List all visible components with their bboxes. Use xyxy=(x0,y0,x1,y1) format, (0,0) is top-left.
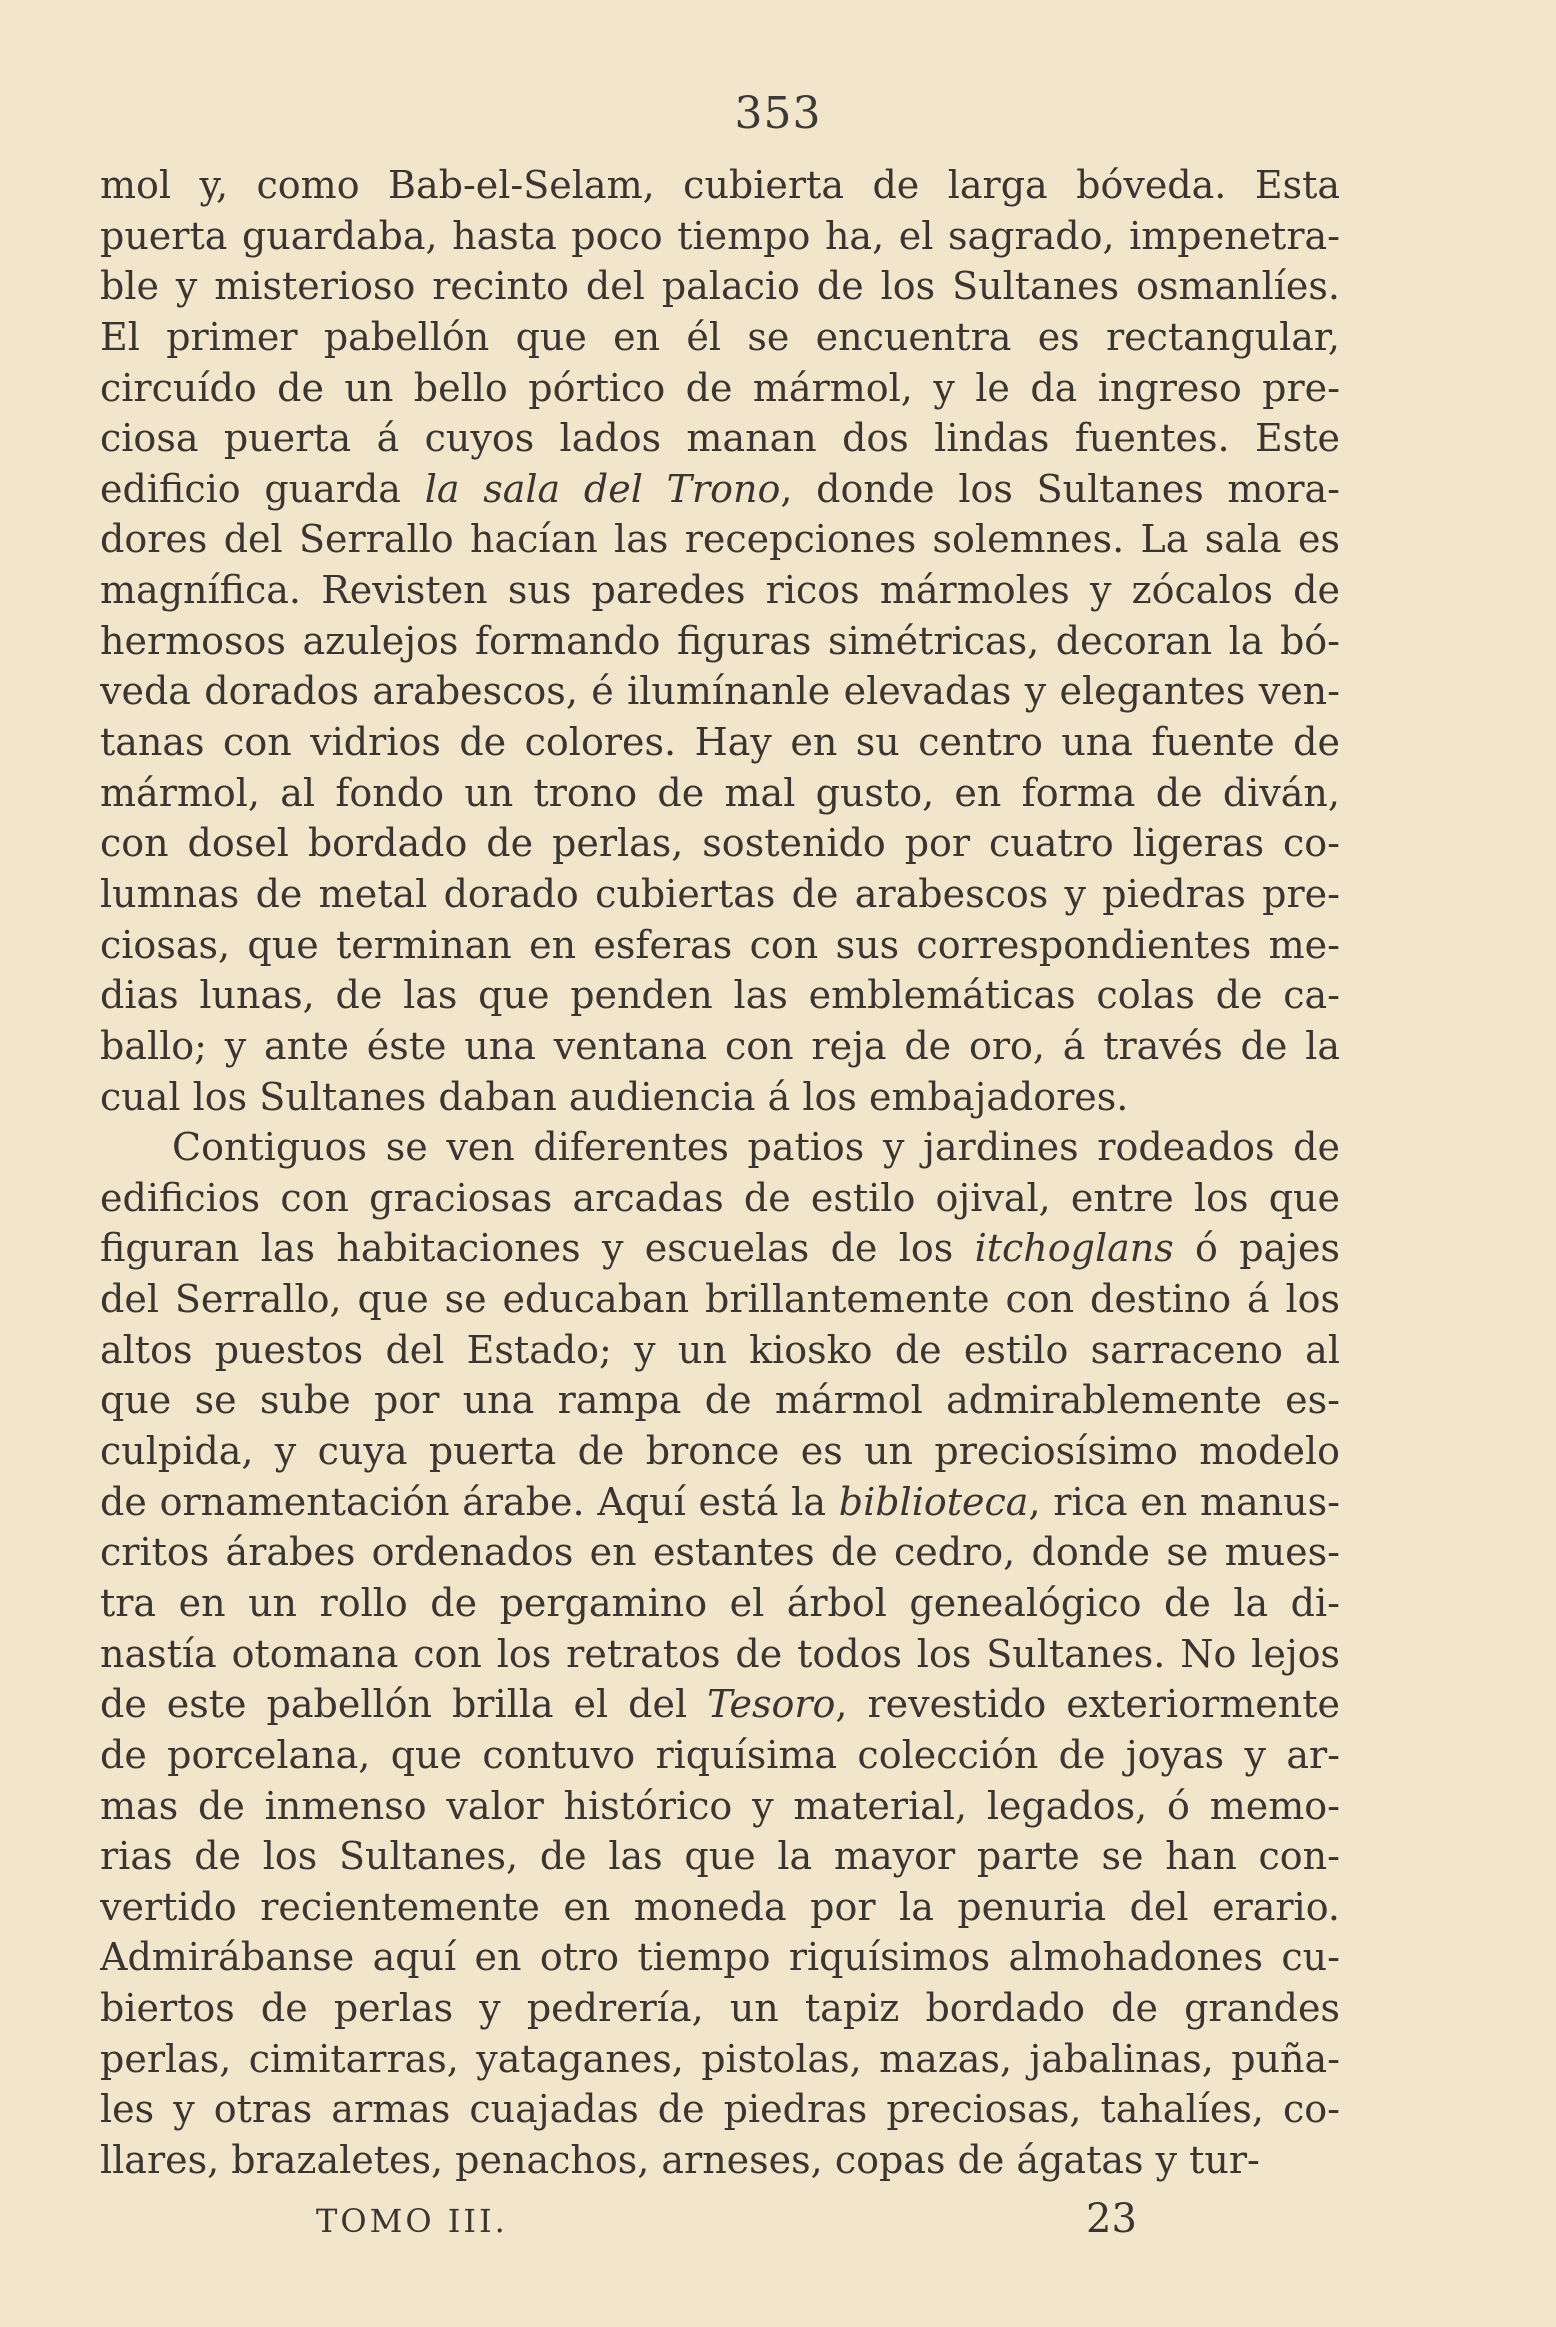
text-line xyxy=(100,768,1340,819)
text-line xyxy=(100,2135,1340,2186)
body-text xyxy=(100,160,1340,2186)
page-number: 353 xyxy=(734,88,822,139)
text-segment: veda dorados arabescos, é ilumínanle elevadas y elegantes ven- xyxy=(100,669,1340,714)
text-segment: , rica en manus- xyxy=(1028,1479,1340,1524)
text-segment: que se sube por una rampa de mármol admirablemente es- xyxy=(100,1378,1340,1423)
text-line xyxy=(100,717,1340,768)
text-segment: perlas, cimitarras, yataganes, pistolas, mazas, jabalinas, puña- xyxy=(100,2036,1340,2081)
text-segment: de este pabellón brilla el del xyxy=(100,1682,708,1727)
text-line xyxy=(100,1781,1340,1832)
text-line xyxy=(100,1831,1340,1882)
text-segment: ballo; y ante éste una ventana con reja de oro, á través de la xyxy=(100,1023,1340,1068)
text-line xyxy=(100,464,1340,515)
text-segment: , revestido exteriormente xyxy=(835,1682,1340,1727)
text-segment: , donde los Sultanes mora- xyxy=(780,466,1340,511)
text-line xyxy=(100,160,1340,211)
text-line xyxy=(100,565,1340,616)
text-line xyxy=(100,1527,1340,1578)
text-segment: de porcelana, que contuvo riquísima colección de joyas y ar- xyxy=(100,1732,1340,1777)
text-segment: cual los Sultanes daban audiencia á los embajadores. xyxy=(100,1074,1129,1119)
text-segment: del Serrallo, que se educaban brillantemente con destino á los xyxy=(100,1277,1340,1322)
text-segment: altos puestos del Estado; y un kiosko de estilo sarraceno al xyxy=(100,1327,1340,1372)
text-line xyxy=(100,2034,1340,2085)
text-segment: les y otras armas cuajadas de piedras preciosas, tahalíes, co- xyxy=(100,2087,1340,2132)
text-segment: mármol, al fondo un trono de mal gusto, en forma de diván, xyxy=(100,770,1340,815)
text-line xyxy=(100,1882,1340,1933)
text-line xyxy=(100,1072,1340,1123)
text-segment: lumnas de metal dorado cubiertas de arabescos y piedras pre- xyxy=(100,871,1340,916)
text-segment: critos árabes ordenados en estantes de cedro, donde se mues- xyxy=(100,1530,1340,1575)
italic-title: la sala del Trono xyxy=(424,466,781,511)
text-line xyxy=(100,1629,1340,1680)
text-segment: magnífica. Revisten sus paredes ricos mármoles y zócalos de xyxy=(100,568,1340,613)
text-line xyxy=(100,211,1340,262)
text-line xyxy=(100,920,1340,971)
text-line xyxy=(100,2084,1340,2135)
text-line xyxy=(100,1679,1340,1730)
text-segment: llares, brazaletes, penachos, arneses, copas de ágatas y tur- xyxy=(100,2137,1260,2182)
text-segment: circuído de un bello pórtico de mármol, y le da ingreso pre- xyxy=(100,365,1340,410)
text-segment: vertido recientemente en moneda por la penuria del erario. xyxy=(100,1884,1340,1929)
text-line xyxy=(100,1375,1340,1426)
text-line xyxy=(100,413,1340,464)
text-line xyxy=(100,666,1340,717)
text-line xyxy=(100,970,1340,1021)
text-line xyxy=(100,1983,1340,2034)
text-segment: tanas con vidrios de colores. Hay en su centro una fuente de xyxy=(100,720,1340,765)
text-segment: ciosas, que terminan en esferas con sus correspondientes me- xyxy=(100,922,1340,967)
text-line xyxy=(100,312,1340,363)
italic-title: biblioteca xyxy=(838,1479,1029,1524)
text-segment: dias lunas, de las que penden las emblemáticas colas de ca- xyxy=(100,973,1340,1018)
text-line xyxy=(100,514,1340,565)
text-segment: tra en un rollo de pergamino el árbol genealógico de la di- xyxy=(100,1580,1340,1625)
text-segment: El primer pabellón que en él se encuentra es rectangular, xyxy=(100,314,1340,359)
text-line xyxy=(100,1932,1340,1983)
text-segment: rias de los Sultanes, de las que la mayor parte se han con- xyxy=(100,1834,1340,1879)
text-line xyxy=(100,1173,1340,1224)
text-segment: culpida, y cuya puerta de bronce es un preciosísimo modelo xyxy=(100,1429,1340,1474)
text-line xyxy=(100,869,1340,920)
text-segment: puerta guardaba, hasta poco tiempo ha, el sagrado, impenetra- xyxy=(100,213,1340,258)
text-segment: de ornamentación árabe. Aquí está la xyxy=(100,1479,839,1524)
text-segment: mol y, como Bab-el-Selam, cubierta de larga bóveda. Esta xyxy=(100,163,1340,207)
text-segment: hermosos azulejos formando figuras simétricas, decoran la bó- xyxy=(100,618,1340,663)
text-segment: ble y misterioso recinto del palacio de los Sultanes osmanlíes. xyxy=(100,264,1340,309)
text-line xyxy=(100,1223,1340,1274)
text-segment: figuran las habitaciones y escuelas de los xyxy=(100,1226,975,1271)
text-segment: dores del Serrallo hacían las recepciones solemnes. La sala es xyxy=(100,517,1340,562)
text-line xyxy=(100,616,1340,667)
text-segment: nastía otomana con los retratos de todos los Sultanes. No lejos xyxy=(100,1631,1340,1676)
text-line xyxy=(100,1325,1340,1376)
signature-mark: 23 xyxy=(1086,2196,1137,2242)
text-segment: edificio guarda xyxy=(100,466,425,511)
text-line xyxy=(100,363,1340,414)
text-segment: con dosel bordado de perlas, sostenido por cuatro ligeras co- xyxy=(100,821,1340,866)
text-segment: Contiguos se ven diferentes patios y jardines rodeados de xyxy=(172,1125,1340,1170)
text-line xyxy=(100,1122,1340,1173)
text-line xyxy=(100,1021,1340,1072)
page-footer xyxy=(0,2196,1556,2246)
volume-label: TOMO III. xyxy=(316,2202,508,2240)
italic-title: itchoglans xyxy=(974,1226,1174,1271)
text-line xyxy=(100,1578,1340,1629)
text-line xyxy=(100,1730,1340,1781)
text-segment: biertos de perlas y pedrería, un tapiz bordado de grandes xyxy=(100,1986,1340,2031)
text-line xyxy=(100,261,1340,312)
text-segment: ciosa puerta á cuyos lados manan dos lindas fuentes. Este xyxy=(100,416,1340,461)
text-segment: Admirábanse aquí en otro tiempo riquísimos almohadones cu- xyxy=(100,1935,1340,1980)
text-line xyxy=(100,1426,1340,1477)
text-line xyxy=(100,1477,1340,1528)
text-line xyxy=(100,1274,1340,1325)
text-segment: edificios con graciosas arcadas de estilo ojival, entre los que xyxy=(100,1175,1340,1220)
text-segment: ó pajes xyxy=(1173,1226,1340,1271)
text-line xyxy=(100,818,1340,869)
italic-title: Tesoro xyxy=(707,1682,836,1727)
text-segment: mas de inmenso valor histórico y material, legados, ó memo- xyxy=(100,1783,1340,1828)
